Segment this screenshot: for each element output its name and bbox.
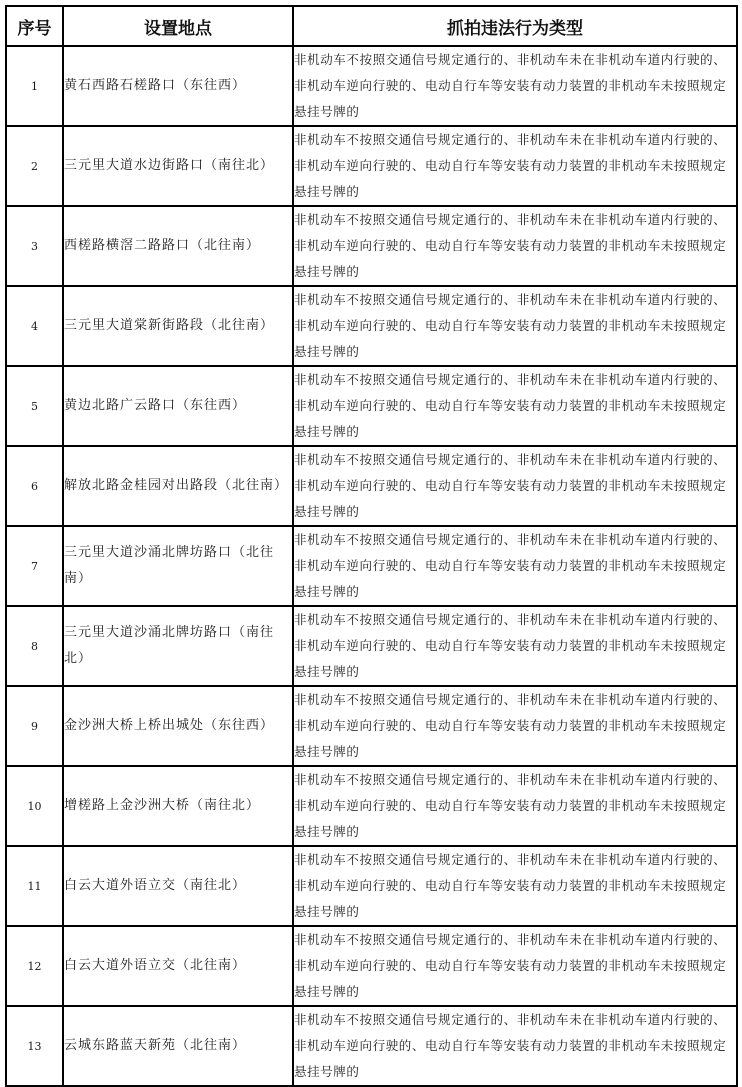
row-location: 三元里大道水边街路口（南往北）: [63, 126, 293, 206]
table-row: [6, 366, 737, 446]
row-location: 增槎路上金沙洲大桥（南往北）: [63, 766, 293, 846]
row-violation-type: 非机动车不按照交通信号规定通行的、非机动车未在非机动车道内行驶的、非机动车逆向行驶的、电动自行车等安装有动力装置的非机动车未按照规定悬挂号牌的: [293, 606, 737, 686]
row-violation-type: 非机动车不按照交通信号规定通行的、非机动车未在非机动车道内行驶的、非机动车逆向行驶的、电动自行车等安装有动力装置的非机动车未按照规定悬挂号牌的: [293, 686, 737, 766]
row-violation-type: 非机动车不按照交通信号规定通行的、非机动车未在非机动车道内行驶的、非机动车逆向行驶的、电动自行车等安装有动力装置的非机动车未按照规定悬挂号牌的: [293, 366, 737, 446]
row-violation-type: 非机动车不按照交通信号规定通行的、非机动车未在非机动车道内行驶的、非机动车逆向行驶的、电动自行车等安装有动力装置的非机动车未按照规定悬挂号牌的: [293, 846, 737, 926]
row-serial-number: 7: [6, 526, 63, 606]
row-serial-number: 1: [6, 46, 63, 126]
header-violation-type: 抓拍违法行为类型: [293, 6, 737, 46]
table-row: [6, 126, 737, 206]
table-row: [6, 1006, 737, 1086]
row-violation-type: 非机动车不按照交通信号规定通行的、非机动车未在非机动车道内行驶的、非机动车逆向行驶的、电动自行车等安装有动力装置的非机动车未按照规定悬挂号牌的: [293, 446, 737, 526]
row-location: 金沙洲大桥上桥出城处（东往西）: [63, 686, 293, 766]
row-location: 白云大道外语立交（北往南）: [63, 926, 293, 1006]
row-location: 解放北路金桂园对出路段（北往南）: [63, 446, 293, 526]
row-location: 三元里大道棠新街路段（北往南）: [63, 286, 293, 366]
row-violation-type: 非机动车不按照交通信号规定通行的、非机动车未在非机动车道内行驶的、非机动车逆向行驶的、电动自行车等安装有动力装置的非机动车未按照规定悬挂号牌的: [293, 526, 737, 606]
row-serial-number: 6: [6, 446, 63, 526]
table-row: [6, 766, 737, 846]
row-violation-type: 非机动车不按照交通信号规定通行的、非机动车未在非机动车道内行驶的、非机动车逆向行驶的、电动自行车等安装有动力装置的非机动车未按照规定悬挂号牌的: [293, 206, 737, 286]
row-location: 云城东路蓝天新苑（北往南）: [63, 1006, 293, 1086]
row-location: 西槎路横滘二路路口（北往南）: [63, 206, 293, 286]
table-row: [6, 606, 737, 686]
row-serial-number: 10: [6, 766, 63, 846]
row-serial-number: 11: [6, 846, 63, 926]
row-violation-type: 非机动车不按照交通信号规定通行的、非机动车未在非机动车道内行驶的、非机动车逆向行驶的、电动自行车等安装有动力装置的非机动车未按照规定悬挂号牌的: [293, 46, 737, 126]
row-serial-number: 9: [6, 686, 63, 766]
table-row: [6, 926, 737, 1006]
table-row: [6, 526, 737, 606]
row-serial-number: 2: [6, 126, 63, 206]
table-row: [6, 46, 737, 126]
row-location: 白云大道外语立交（南往北）: [63, 846, 293, 926]
row-location: 三元里大道沙涌北牌坊路口（南往北）: [63, 606, 293, 686]
row-violation-type: 非机动车不按照交通信号规定通行的、非机动车未在非机动车道内行驶的、非机动车逆向行驶的、电动自行车等安装有动力装置的非机动车未按照规定悬挂号牌的: [293, 766, 737, 846]
table-row: [6, 286, 737, 366]
table-header-row: [6, 6, 737, 46]
row-location: 三元里大道沙涌北牌坊路口（北往南）: [63, 526, 293, 606]
row-serial-number: 4: [6, 286, 63, 366]
row-location: 黄石西路石槎路口（东往西）: [63, 46, 293, 126]
row-violation-type: 非机动车不按照交通信号规定通行的、非机动车未在非机动车道内行驶的、非机动车逆向行驶的、电动自行车等安装有动力装置的非机动车未按照规定悬挂号牌的: [293, 126, 737, 206]
row-serial-number: 3: [6, 206, 63, 286]
row-location: 黄边北路广云路口（东往西）: [63, 366, 293, 446]
row-violation-type: 非机动车不按照交通信号规定通行的、非机动车未在非机动车道内行驶的、非机动车逆向行驶的、电动自行车等安装有动力装置的非机动车未按照规定悬挂号牌的: [293, 286, 737, 366]
row-violation-type: 非机动车不按照交通信号规定通行的、非机动车未在非机动车道内行驶的、非机动车逆向行驶的、电动自行车等安装有动力装置的非机动车未按照规定悬挂号牌的: [293, 926, 737, 1006]
header-location: 设置地点: [63, 6, 293, 46]
table-row: [6, 446, 737, 526]
row-violation-type: 非机动车不按照交通信号规定通行的、非机动车未在非机动车道内行驶的、非机动车逆向行驶的、电动自行车等安装有动力装置的非机动车未按照规定悬挂号牌的: [293, 1006, 737, 1086]
header-serial-number: 序号: [6, 6, 63, 46]
table-row: [6, 206, 737, 286]
camera-locations-table: [5, 5, 738, 1087]
row-serial-number: 12: [6, 926, 63, 1006]
row-serial-number: 5: [6, 366, 63, 446]
table-row: [6, 846, 737, 926]
row-serial-number: 8: [6, 606, 63, 686]
table-row: [6, 686, 737, 766]
row-serial-number: 13: [6, 1006, 63, 1086]
